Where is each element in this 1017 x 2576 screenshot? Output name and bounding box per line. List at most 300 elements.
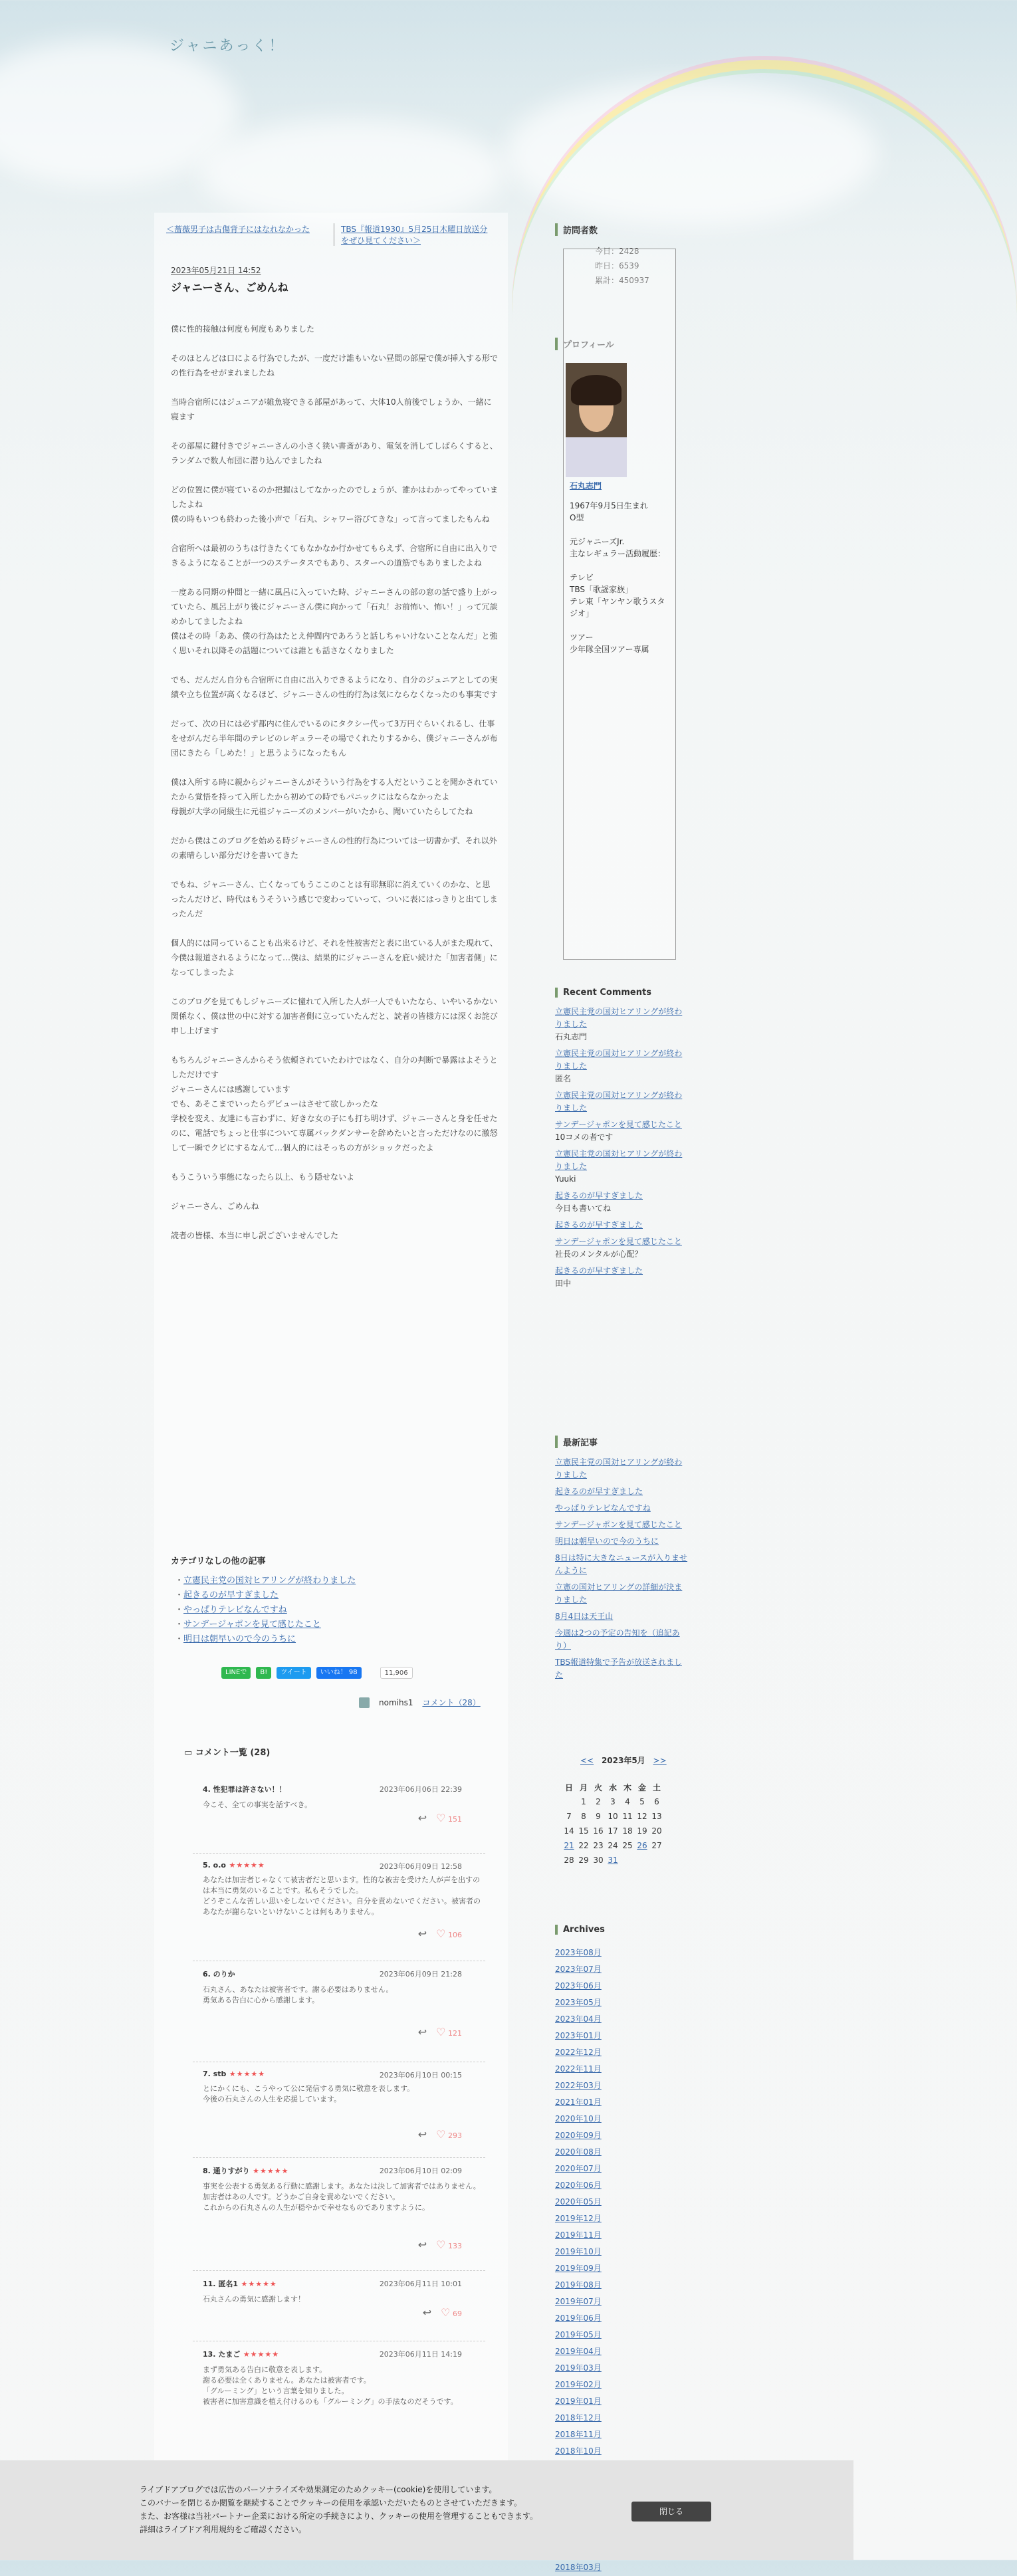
archive-item: [555, 2426, 602, 2443]
archive-item: [555, 2177, 602, 2194]
recent-comment-author: 田中: [555, 1279, 572, 1288]
other-article-item: [175, 1574, 356, 1588]
recent-comment-item: [555, 1265, 688, 1290]
latest-item: [555, 1656, 688, 1681]
latest-link[interactable]: サンデージャポンを見て感じたこと: [555, 1520, 682, 1529]
calendar-day: 10: [608, 1812, 618, 1821]
heart-icon[interactable]: ♡: [436, 1812, 446, 1824]
archive-link[interactable]: 2019年11月: [555, 2230, 602, 2240]
calendar-weekday: 金: [637, 1782, 646, 1792]
archive-item: [555, 2061, 602, 2078]
calendar-day: 28: [564, 1856, 574, 1865]
like-count: 151: [445, 1815, 462, 1824]
comment-date: 2023年06月10日 02:09: [379, 2167, 462, 2175]
calendar-table: [562, 1780, 664, 1868]
profile-line: テレビ: [570, 573, 594, 582]
comment-name: 4. 性犯罪は許さない！！: [203, 1785, 286, 1794]
comment-actions: [203, 2026, 482, 2038]
archive-item: [555, 2559, 602, 2576]
post-paragraph: 読者の皆様、本当に申し訳ございませんでした: [171, 1231, 339, 1240]
archive-item: [555, 2377, 602, 2393]
profile-line: ツアー: [570, 633, 594, 642]
post-title: ジャニーさん、ごめんね: [171, 281, 288, 294]
heart-icon[interactable]: ♡: [441, 2306, 451, 2319]
post-paragraph: だって、次の日には必ず都内に住んでいるのにタクシー代って3万円ぐらいくれるし、仕事をせがんだら半年間のテレビのレギュラーその場でくれたりするから、僕ジャニーさんが布団にきたら「しめた！」と思うようになったもん: [171, 719, 498, 758]
calendar-day: 24: [608, 1841, 618, 1850]
archive-item: [555, 2028, 602, 2044]
calendar-day: 8: [581, 1812, 586, 1821]
comment-separator: [193, 2157, 485, 2158]
calendar-day: 30: [593, 1856, 604, 1865]
reply-icon[interactable]: ↩: [417, 2238, 427, 2251]
archive-link[interactable]: 2018年03月: [555, 2563, 602, 2572]
facebook-like-button[interactable]: いいね！ 98: [316, 1667, 362, 1679]
author-avatar: [359, 1697, 370, 1708]
post-paragraph: でも、だんだん自分も合宿所に自由に出入りできるようになり、自分のジュニアとしての実績や立ち位置が高くなるほど、ジャニーさんの性的行為は気にならなくなったのも事実です: [171, 675, 498, 699]
author-name[interactable]: nomihs1: [379, 1697, 413, 1707]
calendar-day: 17: [608, 1826, 618, 1836]
comment-text: 石丸さんの勇気に感謝します！: [203, 2295, 305, 2304]
author-line: [359, 1697, 481, 1708]
calendar-weekday: 火: [594, 1782, 602, 1792]
calendar-day: 20: [651, 1826, 662, 1836]
comment-item: [203, 1784, 482, 1810]
archive-link[interactable]: 2023年06月: [555, 1981, 602, 1990]
comment-rating: ★★★★★: [225, 1861, 265, 1870]
archive-item: [555, 2310, 602, 2327]
archive-item: [555, 2144, 602, 2161]
reply-icon[interactable]: ↩: [417, 2128, 427, 2141]
profile-line: テレ東「ヤンヤン歌うスタジオ」: [570, 597, 665, 618]
comments-heading: [184, 1745, 270, 1758]
heart-icon[interactable]: ♡: [436, 2026, 446, 2038]
like-count: 133: [445, 2242, 462, 2250]
post-paragraph: 個人的には同っていることも出来るけど、それを性被害だと表に出ている人がまた現れて、今僕は報道されるようになって…僕は、結果的にジャニーさんを庇い続けた「加害者側」になってしまったよ: [171, 938, 498, 977]
calendar-day: [620, 1853, 635, 1868]
comment-actions: [203, 2306, 482, 2319]
latest-link[interactable]: やっぱりテレビなんですね: [555, 1503, 651, 1513]
archive-link[interactable]: 2019年08月: [555, 2280, 602, 2290]
post-paragraph: 僕は入所する時に親からジャニーさんがそういう行為をする人だということを聞かされていたから覚悟を持って入所したから初めての時でもパニックにはならなかったよ 母親が大学の同級生に元祖ジャニーズのメンバーがいたから、聞いていたらしてたね: [171, 778, 498, 816]
recent-comment-link[interactable]: 起きるのが早すぎました: [555, 1220, 643, 1230]
archive-link[interactable]: 2020年05月: [555, 2197, 602, 2206]
view-count: 11,906: [380, 1667, 413, 1679]
profile-line: [570, 619, 669, 631]
comment-separator: [193, 2270, 485, 2271]
profile-lines: [570, 500, 669, 655]
archive-link[interactable]: 2023年08月: [555, 1948, 602, 1957]
heart-icon[interactable]: ♡: [436, 2128, 446, 2141]
calendar-day: [635, 1853, 649, 1868]
archive-link[interactable]: 2020年09月: [555, 2131, 602, 2140]
comment-icon: ▭: [184, 1748, 193, 1758]
comment-date: 2023年06月06日 22:39: [379, 1785, 462, 1794]
calendar-day: 25: [622, 1841, 633, 1850]
archive-link[interactable]: 2019年09月: [555, 2264, 602, 2273]
other-article-item: [175, 1618, 356, 1632]
latest-link[interactable]: 明日は朝早いので今のうちに: [555, 1537, 659, 1546]
line-share-button[interactable]: LINEで: [221, 1667, 251, 1679]
comment-rating: ★★★★★: [226, 2070, 266, 2078]
archive-item: [555, 1945, 602, 1961]
latest-link[interactable]: TBS報道特集で予告が放送されました: [555, 1658, 682, 1679]
calendar-day: 13: [651, 1812, 662, 1821]
calendar-day: 2: [596, 1797, 601, 1806]
post-paragraph: このブログを見てもしジャニーズに憧れて入所した人が一人でもいたなら、いやいるかない関係なく、僕は世の中に対する加害者側に立っていたんだと、読者の皆様方には深くお詫び申し上げます: [171, 997, 498, 1035]
calendar-day: 27: [651, 1841, 662, 1850]
reply-icon[interactable]: ↩: [422, 2306, 432, 2319]
calendar-day: 5: [639, 1797, 645, 1806]
other-article-link[interactable]: やっぱりテレビなんですね: [183, 1605, 287, 1615]
calendar-day: 16: [593, 1826, 604, 1836]
hatena-bookmark-button[interactable]: B!: [256, 1667, 271, 1679]
archive-item: [555, 2227, 602, 2244]
cookie-text: ライブドアブログでは広告のパーソナライズや効果測定のためクッキー(cookie)を使用しています。 このバナーを閉じるか閲覧を継続することでクッキーの使用を承認いただいたものとさせていただきます。 また、お客様は当社パートナー企業における所定の手続きにより、クッキーの使用を管理することもできます。 詳細はライブドア利用規約をご確認ください。: [140, 2485, 538, 2534]
archive-item: [555, 2011, 602, 2028]
archive-item: [555, 2161, 602, 2177]
comment-text: あなたは加害者じゃなくて被害者だと思います。性的な被害を受けた人が声を出すのは本当に勇気のいることです。私もそうでした。 どうぞこんな苦しい思いをしないでください。自分を責めないでください。被害者のあなたが謝らないといけないことは何もありません。: [203, 1876, 481, 1916]
archive-item: [555, 2078, 602, 2094]
comment-date: 2023年06月11日 10:01: [379, 2280, 462, 2288]
calendar-week: [562, 1794, 664, 1809]
post-paragraph: 合宿所へは最初のうちは行きたくてもなかなか行かせてもらえず、合宿所に自由に出入りできるようになることが一つのステータスでもあり、スターへの道筋でもありましたよね: [171, 544, 498, 568]
archive-link[interactable]: 2022年03月: [555, 2081, 602, 2090]
archive-link[interactable]: 2019年06月: [555, 2313, 602, 2323]
calendar-day-link[interactable]: 21: [564, 1841, 574, 1850]
other-article-link[interactable]: 明日は朝早いので今のうちに: [183, 1634, 296, 1644]
archive-item: [555, 2210, 602, 2227]
post-date[interactable]: 2023年05月21日 14:52: [171, 266, 261, 275]
archive-link[interactable]: 2018年10月: [555, 2446, 602, 2456]
profile-heading: プロフィール: [555, 338, 688, 350]
archive-link[interactable]: 2020年07月: [555, 2164, 602, 2173]
profile-line: [570, 524, 669, 536]
recent-comment-link[interactable]: 起きるのが早すぎました: [555, 1266, 643, 1275]
recent-comments-widget: [555, 988, 688, 1294]
calendar-day: 18: [622, 1826, 633, 1836]
recent-comment-link[interactable]: 立憲民主党の国対ヒアリングが終わりました: [555, 1091, 683, 1113]
archive-link[interactable]: 2023年01月: [555, 2031, 602, 2040]
archive-link[interactable]: 2022年12月: [555, 2048, 602, 2057]
next-article-link[interactable]: TBS『報道1930』5月25日木曜日放送分をぜひ見てください＞: [334, 223, 493, 246]
visitors-total: 累計：450937: [595, 276, 649, 285]
post-paragraph: もうこういう事態になったら以上、もう隠せないよ: [171, 1172, 355, 1182]
recent-comment-link[interactable]: 立憲民主党の国対ヒアリングが終わりました: [555, 1007, 683, 1029]
latest-item: [555, 1485, 688, 1498]
recent-comment-author: 社長のメンタルが心配？: [555, 1249, 643, 1259]
calendar-weekday: 木: [623, 1782, 631, 1792]
calendar-day: 3: [610, 1797, 616, 1806]
comment-date: 2023年06月11日 14:19: [379, 2350, 462, 2359]
archive-item: [555, 2260, 602, 2277]
comment-text: 今こそ、全ての事実を話すべき。: [203, 1800, 312, 1809]
latest-item: [555, 1627, 688, 1652]
post-paragraph: 当時合宿所にはジュニアが雑魚寝できる部屋があって、大体10人前後でしょうか、一緒に寝ます: [171, 397, 492, 421]
profile-line: 元ジャニーズJr.: [570, 537, 625, 546]
calendar-day: 12: [637, 1812, 647, 1821]
archive-item: [555, 1961, 602, 1978]
post-paragraph: でもね、ジャニーさん、亡くなってもうここのことは有耶無耶に消えていくのかな、と思ったんだけど、時代はもうそういう感じで変わっていって、ついに表にはっきりと出てしまったんだ: [171, 880, 498, 918]
archive-link[interactable]: 2020年06月: [555, 2181, 602, 2190]
profile-line: [570, 560, 669, 572]
calendar-weekday: 土: [652, 1782, 661, 1792]
reply-icon[interactable]: ↩: [417, 1927, 427, 1940]
other-article-item: [175, 1632, 356, 1647]
calendar-day: 14: [564, 1826, 574, 1836]
comment-actions: [203, 2238, 482, 2251]
calendar-day: 23: [593, 1841, 604, 1850]
comment-date: 2023年06月09日 12:58: [379, 1862, 462, 1871]
calendar-next[interactable]: >>: [653, 1756, 667, 1765]
archive-item: [555, 2277, 602, 2294]
archive-link[interactable]: 2019年10月: [555, 2247, 602, 2256]
visitors-yesterday: 昨日：6539: [595, 261, 639, 270]
calendar-day: [606, 1853, 620, 1868]
like-count: 121: [445, 2029, 462, 2038]
calendar-day: [562, 1794, 576, 1809]
archive-item: [555, 2393, 602, 2410]
archive-link[interactable]: 2023年07月: [555, 1965, 602, 1974]
comment-name: 11. 匿名1: [203, 2280, 238, 2288]
latest-item: [555, 1581, 688, 1606]
archive-item: [555, 2294, 602, 2310]
calendar-week: [562, 1853, 664, 1868]
comment-text: まず勇気ある告白に敬意を表します。 謝る必要は全くありません。あなたは被害者です。 「グルーミング」という言葉を知りました。 被害者に加害意識を植え付けるのも「グルーミング」の手法なのだそうです。: [203, 2365, 458, 2406]
comment-separator: [193, 1853, 485, 1854]
latest-link[interactable]: 今週は2つの予定の告知を（追記あり）: [555, 1628, 680, 1650]
archive-link[interactable]: 2018年11月: [555, 2430, 602, 2439]
comment-rating: ★★★★★: [249, 2167, 289, 2175]
comment-name: 6. のりか: [203, 1970, 235, 1979]
archive-link[interactable]: 2018年12月: [555, 2413, 602, 2422]
comment-actions: [203, 1927, 482, 1940]
calendar-week: [562, 1809, 664, 1824]
archive-link[interactable]: 2020年10月: [555, 2114, 602, 2123]
comment-item: [203, 1969, 482, 2006]
site-title[interactable]: ジャニあっく！: [170, 38, 286, 54]
recent-comment-item: [555, 1119, 688, 1144]
profile-line: O型: [570, 513, 584, 522]
archives-heading: Archives: [555, 1925, 688, 1935]
profile-line: 主なレギュラー活動履歴：: [570, 549, 666, 558]
calendar-day: 11: [622, 1812, 633, 1821]
comment-date: 2023年06月10日 00:15: [379, 2071, 462, 2080]
archive-link[interactable]: 2019年02月: [555, 2380, 602, 2389]
calendar-day: [562, 1838, 576, 1853]
comments-heading-text: コメント一覧 (28): [195, 1748, 271, 1758]
archives-widget: [555, 1925, 688, 1943]
post-paragraph: そのほとんどは口による行為でしたが、一度だけ誰もいない昼間の部屋で僕が挿入する形での性行為をせがまれましたね: [171, 354, 499, 377]
recent-comment-author: 匿名: [555, 1074, 572, 1083]
profile-line: 少年隊全国ツアー専属: [570, 645, 649, 654]
post-paragraph: だから僕はこのブログを始める時ジャニーさんの性的行為については一切書かず、それ以外の素晴らしい部分だけを書いてきた: [171, 836, 497, 860]
calendar-day: 22: [578, 1841, 589, 1850]
comment-item: [203, 2278, 482, 2305]
calendar-day: 6: [654, 1797, 659, 1806]
reply-icon[interactable]: ↩: [417, 1812, 427, 1824]
heart-icon[interactable]: ♡: [436, 2238, 446, 2251]
profile-photo: [566, 363, 627, 469]
calendar-prev[interactable]: <<: [580, 1756, 594, 1765]
comment-text: 事実を公表する勇気ある行動に感謝します。あなたは決して加害者ではありません。 加害者はあの人です。どうかご自身を責めないでください。 これからの石丸さんの人生が穏やかで幸せなものでありますように。: [203, 2182, 481, 2212]
latest-link[interactable]: 起きるのが早すぎました: [555, 1487, 643, 1496]
comment-item: [203, 2165, 482, 2213]
calendar-weekday: 水: [608, 1782, 617, 1792]
latest-list: [555, 1456, 688, 1681]
comment-item: [203, 2070, 482, 2105]
archive-item: [555, 2127, 602, 2144]
archive-item: [555, 2360, 602, 2377]
other-articles-heading: カテゴリなしの他の記事: [171, 1556, 266, 1566]
archive-link[interactable]: 2019年04月: [555, 2347, 602, 2356]
calendar-day: 7: [566, 1812, 572, 1821]
comments-link[interactable]: コメント（28）: [422, 1698, 481, 1707]
calendar-weekday: 月: [579, 1782, 588, 1792]
profile-name[interactable]: 石丸志門: [570, 481, 602, 490]
archive-link[interactable]: 2019年03月: [555, 2363, 602, 2373]
archive-link[interactable]: 2019年05月: [555, 2330, 602, 2339]
recent-comment-item: [555, 1006, 688, 1043]
profile-line: TBS「歌謡家族」: [570, 585, 633, 594]
archive-item: [555, 2111, 602, 2127]
comment-name: 7. stb: [203, 2070, 227, 2078]
reply-icon[interactable]: ↩: [417, 2026, 427, 2038]
comment-name: 5. o.o: [203, 1861, 226, 1870]
recent-comment-item: [555, 1148, 688, 1186]
profile-line: 1967年9月5日生まれ: [570, 501, 648, 510]
recent-comment-link[interactable]: サンデージャポンを見て感じたこと: [555, 1120, 682, 1129]
recent-comment-item: [555, 1190, 688, 1215]
archive-link[interactable]: 2019年12月: [555, 2214, 602, 2223]
comment-date: 2023年06月09日 21:28: [379, 1970, 462, 1979]
calendar-day: 19: [637, 1826, 647, 1836]
latest-link[interactable]: 立憲民主党の国対ヒアリングが終わりました: [555, 1457, 683, 1479]
comment-text: 石丸さん、あなたは被害者です。謝る必要はありません。 勇気ある告白に心から感謝します。: [203, 1985, 394, 2004]
latest-item: [555, 1502, 688, 1515]
cookie-banner: [0, 2460, 853, 2560]
like-count: 293: [445, 2131, 462, 2140]
share-buttons: [221, 1667, 413, 1680]
recent-comment-author: 石丸志門: [555, 1032, 588, 1041]
archive-item: [555, 2343, 602, 2360]
cookie-close-button[interactable]: 閉じる: [631, 2502, 711, 2522]
calendar-day: 15: [578, 1826, 589, 1836]
archive-item: [555, 2410, 602, 2426]
latest-heading: 最新記事: [555, 1436, 688, 1448]
prev-article-link[interactable]: ＜薔薇男子は古傷背子にはなれなかった: [166, 225, 310, 234]
archive-link[interactable]: 2019年07月: [555, 2297, 602, 2306]
recent-comment-author: Yuuki: [555, 1174, 576, 1184]
calendar-day-link[interactable]: 31: [608, 1856, 618, 1865]
post-paragraph: 僕に性的接触は何度も何度もありました: [171, 324, 315, 334]
calendar-week: [562, 1838, 664, 1853]
post-paragraph: ジャニーさん、ごめんね: [171, 1202, 259, 1211]
archive-item: [555, 1994, 602, 2011]
archive-link[interactable]: 2022年11月: [555, 2064, 602, 2074]
archive-link[interactable]: 2023年05月: [555, 1998, 602, 2007]
calendar-header: [555, 1755, 688, 1766]
visitors-today: 今日：2428: [595, 247, 639, 256]
comment-rating: ★★★★★: [240, 2350, 280, 2359]
like-count: 69: [450, 2309, 462, 2318]
latest-link[interactable]: 立憲の国対ヒアリングの詳細が決まりました: [555, 1582, 683, 1604]
archive-link[interactable]: 2021年01月: [555, 2097, 602, 2107]
post-paragraph: どの位置に僕が寝ているのか把握はしてなかったのでしょうが、誰かはわかってやっていましたよね 僕の時もいつも終わった後小声で「石丸、シャワー浴びてきな」って言ってましたもんね: [171, 485, 499, 524]
like-count: 106: [445, 1931, 462, 1939]
tweet-button[interactable]: ツイート: [277, 1667, 311, 1679]
recent-comment-link[interactable]: 起きるのが早すぎました: [555, 1191, 643, 1200]
latest-item: [555, 1535, 688, 1548]
calendar-day: [649, 1853, 664, 1868]
recent-comment-link[interactable]: 立憲民主党の国対ヒアリングが終わりました: [555, 1149, 683, 1171]
archive-link[interactable]: 2023年04月: [555, 2014, 602, 2024]
post-paragraph: 一度ある同期の仲間と一緒に風呂に入っていた時、ジャニーさんの部の窓の話で盛り上がっていたら、風呂上がり後にジャニーさん僕に向かって「石丸！お前怖い、怖い！」って冗談めかしてましたよね 僕はその時「ああ、僕の行為はたとえ仲間内であろうと話しちゃいけないことなんだ」と強く思いそれ以降その話題については誰とも話さなくなりました: [171, 588, 498, 655]
comment-name: 8. 通りすがり: [203, 2167, 250, 2175]
latest-link[interactable]: 8日は特に大きなニュースが入りませんように: [555, 1553, 688, 1575]
header-banner: [0, 0, 853, 226]
latest-item: [555, 1552, 688, 1577]
recent-comment-item: [555, 1089, 688, 1115]
recent-comment-item: [555, 1219, 688, 1232]
calendar-day: 4: [625, 1797, 630, 1806]
other-article-item: [175, 1588, 356, 1603]
recent-comment-author: 今日も書いてね: [555, 1204, 612, 1213]
recent-comments-heading: Recent Comments: [555, 988, 688, 998]
comment-actions: [203, 1812, 482, 1824]
archive-item: [555, 2194, 602, 2210]
comment-text: とにかくにも、こうやって公に発信する勇気に敬意を表します。 今後の石丸さんの人生を応援しています。: [203, 2084, 415, 2103]
calendar-weekdays: [562, 1780, 664, 1794]
profile-text: [570, 480, 669, 655]
calendar-week: [562, 1824, 664, 1838]
heart-icon[interactable]: ♡: [436, 1927, 446, 1940]
calendar-day: [635, 1838, 649, 1853]
recent-comment-link[interactable]: サンデージャポンを見て感じたこと: [555, 1237, 682, 1246]
post-paragraph: その部屋に鍵付きでジャニーさんの小さく狭い書斎があり、電気を消してしばらくすると、ランダムで数人布団に潜り込んでましたね: [171, 441, 498, 465]
calendar-title: 2023年5月: [601, 1756, 645, 1765]
comment-rating: ★★★★★: [237, 2280, 277, 2288]
archive-item: [555, 2044, 602, 2061]
archive-item: [555, 2327, 602, 2343]
archive-item: [555, 2443, 602, 2460]
other-article-link[interactable]: 起きるのが早すぎました: [183, 1590, 279, 1600]
other-article-link[interactable]: 立憲民主党の国対ヒアリングが終わりました: [183, 1576, 356, 1586]
other-articles-list: [175, 1574, 356, 1647]
archive-link[interactable]: 2019年01月: [555, 2397, 602, 2406]
archive-link[interactable]: 2020年08月: [555, 2147, 602, 2157]
visitors-heading: 訪問者数: [555, 223, 688, 236]
recent-comments-list: [555, 1006, 688, 1290]
calendar-day-link[interactable]: 26: [637, 1841, 647, 1850]
calendar-day: 9: [596, 1812, 601, 1821]
archive-item: [555, 2094, 602, 2111]
calendar-day: 29: [578, 1856, 589, 1865]
latest-item: [555, 1610, 688, 1623]
latest-item: [555, 1456, 688, 1481]
latest-item: [555, 1519, 688, 1531]
recent-comment-link[interactable]: 立憲民主党の国対ヒアリングが終わりました: [555, 1049, 683, 1071]
latest-link[interactable]: 8月4日は天王山: [555, 1612, 614, 1621]
recent-comment-author: 10コメの者です: [555, 1132, 614, 1142]
post-body: [171, 322, 498, 1257]
archive-item: [555, 2244, 602, 2260]
recent-comment-item: [555, 1047, 688, 1085]
comment-actions: [203, 2128, 482, 2141]
comment-item: [203, 1861, 482, 1917]
comment-item: [203, 2349, 482, 2407]
other-article-link[interactable]: サンデージャポンを見て感じたこと: [183, 1620, 321, 1630]
post-paragraph: もちろんジャニーさんからそう依頼されていたわけではなく、自分の判断で暴露はよそうとしただけです ジャニーさんには感謝しています でも、あそこまでいったらデビューはさせて欲しかったな 学校を変え、友達にも言わずに、好きな女の子にも打ち明けず、ジャニーさんと身を任せたのに、電話でちょっと仕事について専属バックダンサーを辞めたいと言っただけなのに激怒して一瞬でクビにするなんて…個人的にはそっちの方がショックだったよ: [171, 1055, 498, 1152]
